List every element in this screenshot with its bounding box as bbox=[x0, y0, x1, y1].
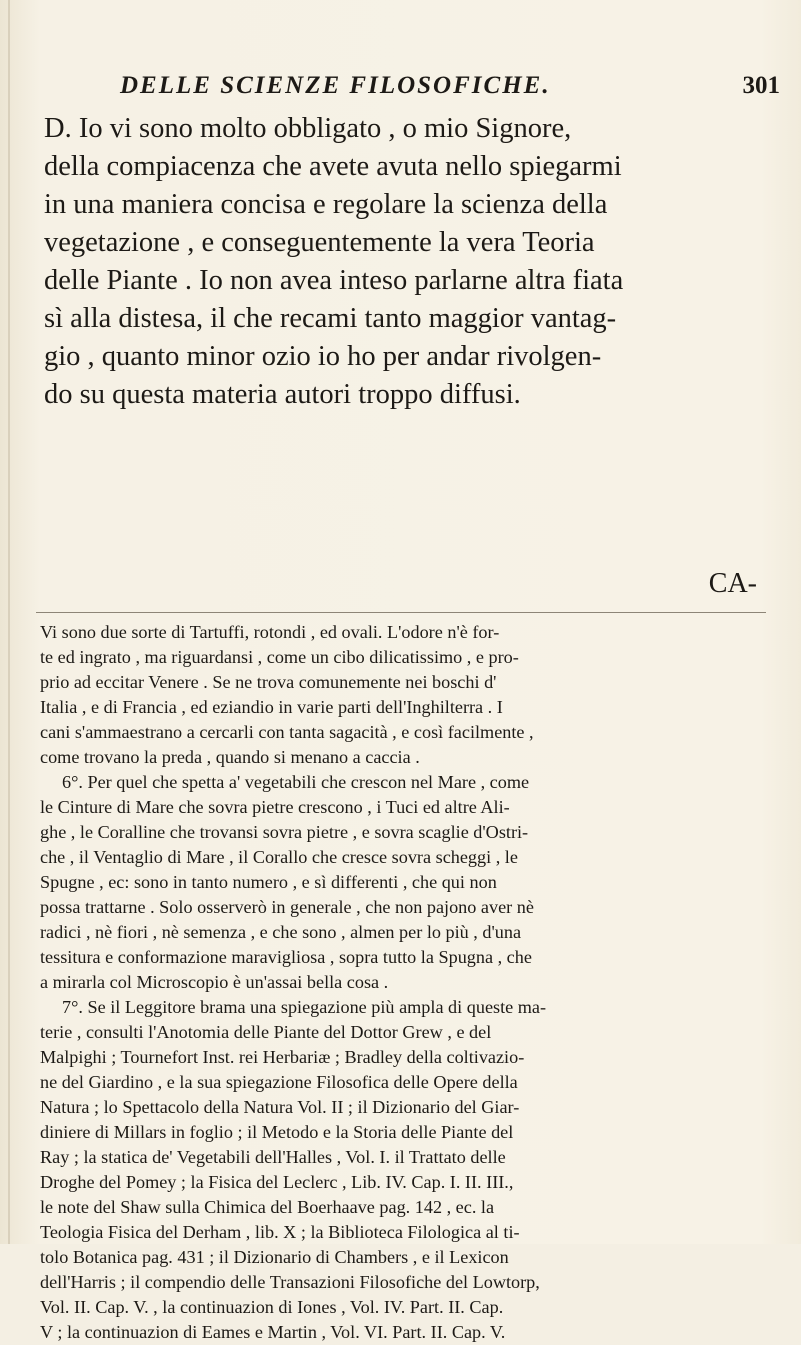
running-header bbox=[120, 72, 780, 100]
note-line: Droghe del Pomey ; la Fisica del Leclerc , Lib. IV. Cap. I. II. III., bbox=[40, 1172, 514, 1192]
note-line: le Cinture di Mare che sovra pietre crescono , i Tuci ed altre Ali- bbox=[40, 797, 510, 817]
note-line: a mirarla col Microscopio è un'assai bella cosa . bbox=[40, 972, 389, 992]
note-line: Ray ; la statica de' Vegetabili dell'Halles , Vol. I. il Trattato delle bbox=[40, 1147, 506, 1167]
note-line: come trovano la preda , quando si menano a caccia . bbox=[40, 747, 420, 767]
main-paragraph bbox=[44, 110, 764, 414]
catchword: CA- bbox=[708, 568, 757, 599]
note-line: Teologia Fisica del Derham , lib. X ; la Biblioteca Filologica al ti- bbox=[40, 1222, 520, 1242]
note-line: ghe , le Coralline che trovansi sovra pietre , e sovra scaglie d'Ostri- bbox=[40, 822, 529, 842]
note-line: che , il Ventaglio di Mare , il Corallo che cresce sovra scheggi , le bbox=[40, 847, 518, 867]
page-number: 301 bbox=[742, 72, 780, 99]
main-line: in una maniera concisa e regolare la scienza della bbox=[44, 189, 608, 220]
note-line: 7°. Se il Leggitore brama una spiegazione più ampla di queste ma- bbox=[62, 997, 547, 1017]
note-line: Vi sono due sorte di Tartuffi, rotondi , ed ovali. L'odore n'è for- bbox=[40, 622, 500, 642]
main-line: vegetazione , e conseguentemente la vera Teoria bbox=[44, 227, 595, 258]
note-line: radici , nè fiori , nè semenza , e che sono , almen per lo più , d'una bbox=[40, 922, 522, 942]
main-line: gio , quanto minor ozio io ho per andar rivolgen- bbox=[44, 341, 602, 372]
note-line: Vol. II. Cap. V. , la continuazion di Iones , Vol. IV. Part. II. Cap. bbox=[40, 1297, 504, 1317]
note-line: cani s'ammaestrano a cercarli con tanta sagacità , e così facilmente , bbox=[40, 722, 534, 742]
note-line: terie , consulti l'Anotomia delle Piante del Dottor Grew , e del bbox=[40, 1022, 492, 1042]
note-line: le note del Shaw sulla Chimica del Boerhaave pag. 142 , ec. la bbox=[40, 1197, 495, 1217]
note-line: diniere di Millars in foglio ; il Metodo e la Storia delle Piante del bbox=[40, 1122, 514, 1142]
footnotes-block bbox=[40, 620, 766, 1345]
page-gutter bbox=[8, 0, 10, 1244]
running-title: DELLE SCIENZE FILOSOFICHE. bbox=[120, 72, 551, 99]
note-line: Malpighi ; Tournefort Inst. rei Herbariæ ; Bradley della coltivazio- bbox=[40, 1047, 525, 1067]
note-line: tessitura e conformazione maravigliosa , sopra tutto la Spugna , che bbox=[40, 947, 532, 967]
note-line: Italia , e di Francia , ed eziandio in varie parti dell'Inghilterra . I bbox=[40, 697, 503, 717]
main-text-block bbox=[44, 110, 764, 414]
note-line: Spugne , ec: sono in tanto numero , e sì differenti , che qui non bbox=[40, 872, 497, 892]
main-line: D. Io vi sono molto obbligato , o mio Signore, bbox=[44, 113, 572, 144]
note-line: prio ad eccitar Venere . Se ne trova comunemente nei boschi d' bbox=[40, 672, 497, 692]
note-line: possa trattarne . Solo osserverò in generale , che non pajono aver nè bbox=[40, 897, 534, 917]
note-line: dell'Harris ; il compendio delle Transazioni Filosofiche del Lowtorp, bbox=[40, 1272, 540, 1292]
main-line: della compiacenza che avete avuta nello spiegarmi bbox=[44, 151, 622, 182]
note-line: V ; la continuazion di Eames e Martin , Vol. VI. Part. II. Cap. V. bbox=[40, 1322, 506, 1342]
note-line: 6°. Per quel che spetta a' vegetabili che crescon nel Mare , come bbox=[62, 772, 530, 792]
note-line: tolo Botanica pag. 431 ; il Dizionario di Chambers , e il Lexicon bbox=[40, 1247, 509, 1267]
note-line: Natura ; lo Spettacolo della Natura Vol. II ; il Dizionario del Giar- bbox=[40, 1097, 520, 1117]
footnote-divider bbox=[36, 612, 766, 613]
note-line: ne del Giardino , e la sua spiegazione Filosofica delle Opere della bbox=[40, 1072, 518, 1092]
note-line: te ed ingrato , ma riguardansi , come un cibo dilicatissimo , e pro- bbox=[40, 647, 519, 667]
main-line: delle Piante . Io non avea inteso parlarne altra fiata bbox=[44, 265, 624, 296]
main-line: sì alla distesa, il che recami tanto maggior vantag- bbox=[44, 303, 617, 334]
main-line: do su questa materia autori troppo diffusi. bbox=[44, 379, 521, 410]
